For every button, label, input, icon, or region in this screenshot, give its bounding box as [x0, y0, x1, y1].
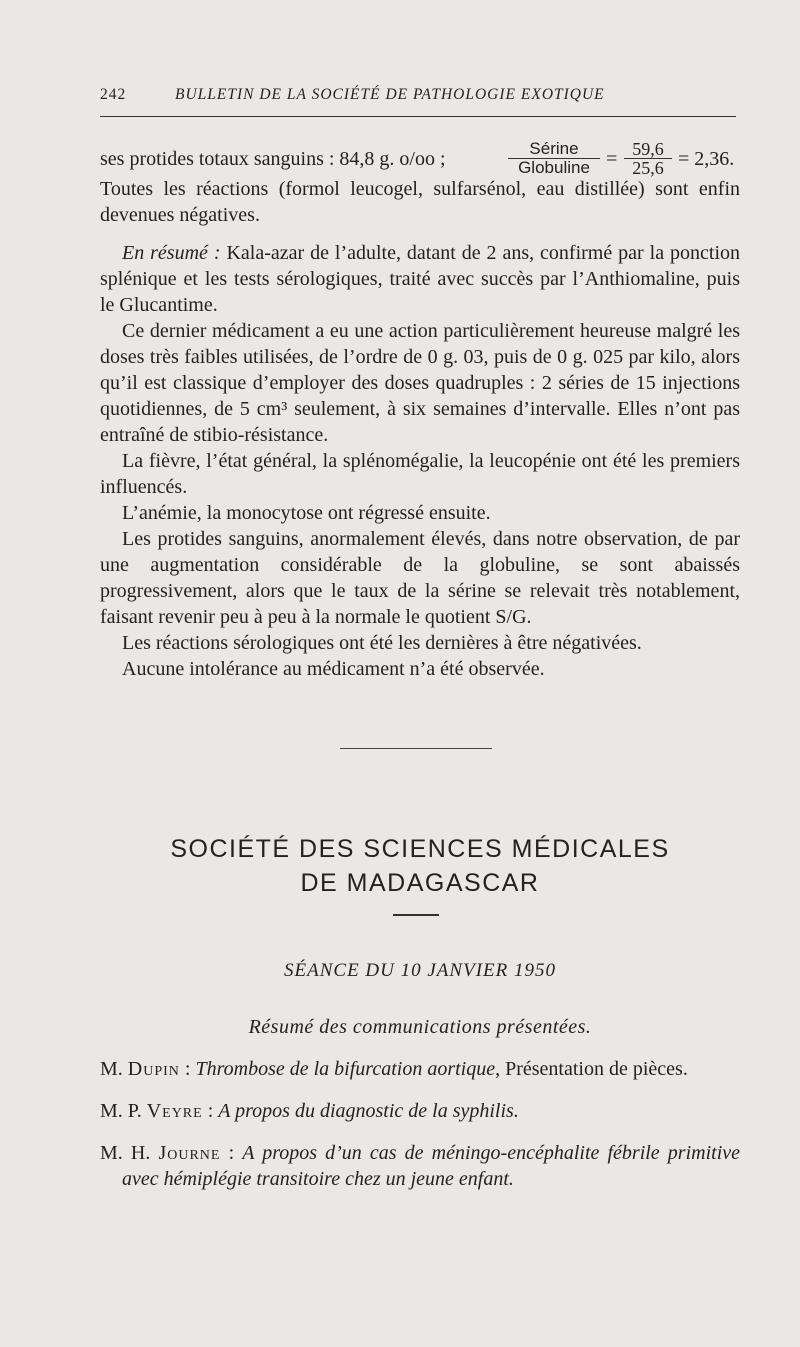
- ratio-fraction: [508, 140, 600, 177]
- communication-prefix: M.: [100, 1058, 123, 1080]
- paragraph-fever: La fièvre, l’état général, la splénomégalie, la leucopénie ont été les premiers influencés.: [100, 450, 740, 498]
- running-title: BULLETIN DE LA SOCIÉTÉ DE PATHOLOGIE EXOTIQUE: [175, 86, 605, 103]
- communication-item: [100, 1098, 740, 1124]
- formula-text: ses protides totaux sanguins : 84,8 g. o/oo ;: [100, 148, 446, 170]
- communication-sep: :: [220, 1142, 243, 1164]
- value-fraction: [624, 140, 672, 177]
- communication-author: Journe: [158, 1142, 221, 1164]
- ratio-numerator: Sérine: [508, 140, 600, 159]
- communication-rest: , Présentation de pièces.: [495, 1058, 688, 1080]
- section-separator: [340, 748, 492, 749]
- communication-item: [100, 1056, 740, 1082]
- summary-paragraph: [100, 240, 740, 318]
- formula-line: [100, 140, 740, 180]
- communication-prefix: M. H.: [100, 1142, 151, 1164]
- ratio-denominator: Globuline: [518, 158, 590, 177]
- heading-separator: [393, 914, 439, 916]
- communications-list: [100, 1056, 740, 1208]
- society-heading: [100, 832, 740, 900]
- header-rule: [100, 116, 736, 117]
- summary-block: [100, 240, 740, 682]
- communication-sep: :: [202, 1100, 219, 1122]
- paragraph-medication: Ce dernier médicament a eu une action particulièrement heureuse malgré les doses très faibles utilisées, de l’ordre de 0 g. 03, puis de 0 g. 025 par kilo, alors qu’il est classique d’employer des doses quadruples : 2 séries de 15 injections quotidiennes, de 5 cm³ seulement, à six semaines d’intervalle. Elles n’ont pas entraîné de stibio-résistance.: [100, 320, 740, 446]
- seance-heading: SÉANCE DU 10 JANVIER 1950: [284, 960, 556, 981]
- page-number: 242: [100, 86, 127, 103]
- communication-item: [100, 1140, 740, 1192]
- reactions-paragraph-block: [100, 176, 740, 228]
- value-numerator: 59,6: [624, 140, 672, 159]
- society-heading-line1: SOCIÉTÉ DES SCIENCES MÉDICALES: [170, 835, 670, 863]
- communication-title: Thrombose de la bifurcation aortique: [195, 1058, 496, 1080]
- communication-prefix: M. P.: [100, 1100, 142, 1122]
- communication-sep: :: [179, 1058, 196, 1080]
- summary-lead: En résumé :: [122, 242, 221, 264]
- society-heading-line2: DE MADAGASCAR: [300, 869, 540, 897]
- paragraph-serology: Les réactions sérologiques ont été les dernières à être négativées.: [122, 632, 642, 654]
- paragraph-protides: Les protides sanguins, anormalement élevés, dans notre observation, de par une augmentation considérable de la globuline, se sont abaissés progressivement, alors que le taux de la sérine se relevait très notablement, faisant revenir peu à peu à la normale le quotient S/G.: [100, 528, 740, 628]
- paragraph-tolerance: Aucune intolérance au médicament n’a été observée.: [122, 658, 545, 680]
- reactions-paragraph: Toutes les réactions (formol leucogel, sulfarsénol, eau distillée) sont enfin devenues négatives.: [100, 178, 740, 226]
- communication-title: A propos d’un cas de méningo-encéphalite fébrile primitive avec hémiplégie transitoire chez un jeune enfant.: [122, 1142, 741, 1190]
- equals-sign: =: [606, 148, 618, 170]
- paragraph-anemia: L’anémie, la monocytose ont régressé ensuite.: [122, 502, 491, 524]
- communication-author: Veyre: [146, 1100, 203, 1122]
- communication-author: Dupin: [127, 1058, 180, 1080]
- resume-heading: Résumé des communications présentées.: [248, 1016, 592, 1038]
- ratio-result: = 2,36.: [678, 148, 735, 170]
- communication-title: A propos du diagnostic de la syphilis.: [218, 1100, 519, 1122]
- value-denominator: 25,6: [632, 158, 664, 178]
- summary-text: Kala-azar de l’adulte, datant de 2 ans, confirmé par la ponction splénique et les tests sérologiques, traité avec succès par l’Anthiomaline, puis le Glucantime.: [100, 242, 741, 316]
